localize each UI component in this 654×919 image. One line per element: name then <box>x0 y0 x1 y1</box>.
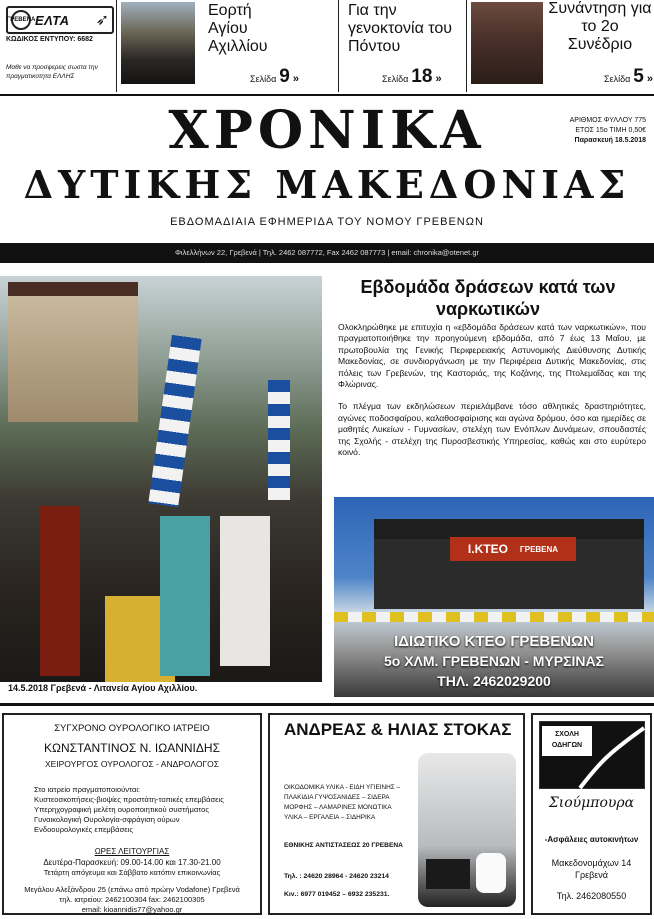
elta-logo <box>6 6 114 34</box>
arrow-icon: » <box>435 73 442 85</box>
rule <box>0 94 654 96</box>
ad2-address: ΕΘΝΙΚΗΣ ΑΝΤΙΣΤΑΣΕΩΣ 20 ΓΡΕΒΕΝΑ <box>284 842 403 849</box>
teaser-photo-meeting <box>471 2 543 84</box>
ad-stokas <box>268 713 525 915</box>
road-logo <box>539 721 645 789</box>
ad1-hours1: Δευτέρα-Παρασκευή: 09.00-14.00 και 17.30-21.00 <box>43 858 221 867</box>
ad2-title: ΑΝΔΡΕΑΣ & ΗΛΙΑΣ ΣΤΟΚΑΣ <box>284 720 512 739</box>
ad1-services: Στο ιατρείο πραγματοποιούνται: Κυστεοσκοπήσεις-βιοψίες προστάτη-τοπικές επεμβάσεις Υπερηχογραφική μελέτη ουροποιητικού συστήματος Γυναικολογική Ουρολογία-σφράγιση ούρων Ενδοουρολογικές επεμβάσεις <box>34 785 224 834</box>
issue-number: ΑΡΙΘΜΟΣ ΦΥΛΛΟΥ 775 <box>569 117 646 124</box>
toilet-shape <box>476 853 506 893</box>
masthead-subtitle: ΕΒΔΟΜΑΔΙΑΙΑ ΕΦΗΜΕΡΙΔΑ ΤΟΥ ΝΟΜΟΥ ΓΡΕΒΕΝΩΝ <box>170 216 484 228</box>
kteo-sign: Ι.ΚΤΕΟ ΓΡΕΒΕΝΑ <box>450 537 576 561</box>
elta-box <box>2 2 114 90</box>
photo-building <box>8 282 138 422</box>
issue-info <box>570 116 646 146</box>
school-script-name: Σιούμπουρα <box>548 795 635 811</box>
ad1-hours-title: ΩΡΕΣ ΛΕΙΤΟΥΡΓΙΑΣ <box>94 847 170 856</box>
masthead-line2: ΔΥΤΙΚΗΣ ΜΑΚΕΔΟΝΙΑΣ <box>23 162 631 207</box>
service-item: Γυναικολογική Ουρολογία-σφράγιση ούρων <box>34 815 180 824</box>
school-label-box: ΣΧΟΛΗ ΟΔΗΓΩΝ <box>542 726 592 756</box>
teaser-page-1[interactable]: Σελίδα 9 » <box>250 66 299 87</box>
photo-flag <box>268 380 290 500</box>
teaser-page-2[interactable]: Σελίδα 18 » <box>382 66 442 87</box>
ad1-address: Μεγάλου Αλεξάνδρου 25 (επάνω από πρώην Vodafone) Γρεβενά <box>24 885 240 894</box>
arrow-icon: » <box>292 73 299 85</box>
ad2-phone: Τηλ. : 24620 28964 - 24620 23214 <box>284 873 389 880</box>
postal-code: ΚΩΔΙΚΟΣ ΕΝΤΥΠΟΥ: 6682 <box>6 36 93 43</box>
service-item: Υπερηχογραφική μελέτη ουροποιητικού συστήματος <box>34 805 210 814</box>
kteo-line1: ΙΔΙΩΤΙΚΟ ΚΤΕΟ ΓΡΕΒΕΝΩΝ <box>394 633 594 650</box>
lead-paragraph: Ολοκληρώθηκε με επιτυχία η «εβδομάδα δράσεων κατά των ναρκωτικών», που πραγματοποιήθηκε την προηγούμενη εβδομάδα, από 7 έως 13 Μαΐου, με πρωτοβουλία της Γενικής Περιφερειακής Αστυνομικής Διεύθυνσης Δυτικής Μακεδονίας, σε συνδιοργάνωση με την Περιφέρεια Δυτικής Μακεδονίας, στις πόλεις των Γρεβενών, της Καστοριάς, της Κοζάνης, της Πτολεμαΐδας και της Φλώρινας. <box>338 322 646 390</box>
ad2-items: ΟΙΚΟΔΟΜΙΚΑ ΥΛΙΚΑ - ΕΙΔΗ ΥΓΙΕΙΝΗΣ – ΠΛΑΚΙΔΙΑ ΓΥΨΟΣΑΝΙΔΕΣ – ΣΙΔΕΡΑ ΜΟΡΦΗΣ – ΛΑΜΑΡΙΝΕΣ ΜΟΝΩΤΙΚΑ ΥΛΙΚΑ – ΕΡΓΑΛΕΙΑ – ΣΙΔΗΡΙΚΑ <box>284 784 401 821</box>
ad2-bathroom-photo <box>418 753 516 907</box>
ad2-mobile: Κιν.: 6977 019452 – 6932 235231. <box>284 891 390 898</box>
teaser-page-3[interactable]: Σελίδα 5 » <box>604 66 653 87</box>
photo-shirt <box>220 516 270 666</box>
ad1-hours2: Τετάρτη απόγευμα και Σάββατο κατόπιν επικοινωνίας <box>43 868 221 877</box>
ad-driving-school <box>531 713 652 915</box>
elta-name: ΕΛΤΑ <box>35 12 70 28</box>
kteo-line3: ΤΗΛ. 2462029200 <box>437 673 551 689</box>
ad-urologist <box>2 713 262 915</box>
teaser-title-2: Για την γενοκτονία του Πόντου <box>348 2 453 55</box>
road-icon <box>540 722 646 790</box>
kteo-roof <box>374 519 644 539</box>
lead-photo-procession <box>0 276 322 682</box>
ad1-role: ΧΕΙΡΟΥΡΓΟΣ ΟΥΡΟΛΟΓΟΣ - ΑΝΔΡΟΛΟΓΟΣ <box>44 759 220 769</box>
service-item: Κυστεοσκοπήσεις-βιοψίες προστάτη-τοπικές επεμβάσεις <box>34 795 224 804</box>
ad1-phone: τηλ. ιατρείου: 2462100304 fax: 2462100305 <box>59 895 205 904</box>
cabinet-shape <box>426 859 470 889</box>
teaser-title-1: Εορτή Αγίου Αχιλλίου <box>208 2 268 55</box>
ad1-head: ΣΥΓΧΡΟΝΟ ΟΥΡΟΛΟΓΙΚΟ ΙΑΤΡΕΙΟ <box>54 723 210 734</box>
ad1-email: email: kioannidis77@yahoo.gr <box>81 905 183 914</box>
divider <box>116 0 117 92</box>
lead-body <box>338 322 646 469</box>
ad3-slogan: -Ασφάλειες αυτοκινήτων <box>544 835 639 844</box>
arrow-icon: » <box>646 73 653 85</box>
lead-paragraph: Το πλέγμα των εκδηλώσεων περιελάμβανε τόσο αθλητικές δραστηριότητες, αγώνες ποδοσφαίρου, καλαθοσφαίρισης και αγώνα δρόμου, όσο και ημερίδες σε μαθητές Λυκείων - Γυμνασίων, στελέχη των Ενόπλων Δυνάμεων, σπουδαστές της Σχολής - στελέχη της Πυροσβεστικής Υπηρεσίας, καθώς και στο ευρύτερο κοινό. <box>338 401 646 458</box>
ad3-phone: Τηλ. 2462080550 <box>556 891 627 901</box>
teaser-title-3: Συνάντηση για το 2ο Συνέδριο <box>548 0 652 53</box>
issue-date: Παρασκευή 18.5.2018 <box>574 137 646 144</box>
photo-flag <box>148 335 201 508</box>
masthead-line1: ΧΡΟΝΙΚΑ <box>168 100 486 161</box>
lead-photo-caption: 14.5.2018 Γρεβενά - Λιτανεία Αγίου Αχιλλίου. <box>8 683 198 693</box>
grevena-seal: ΓΡΕΒΕΝΑ <box>11 10 31 30</box>
kteo-line2: 5ο ΧΛΜ. ΓΡΕΒΕΝΩΝ - ΜΥΡΣΙΝΑΣ <box>383 653 605 669</box>
issue-year-price: ΕΤΟΣ 15ο ΤΙΜΗ 0,50€ <box>575 127 646 134</box>
teaser-photo-feast <box>121 2 195 84</box>
elta-bird-icon: ➶ <box>95 12 109 29</box>
ad1-name: ΚΩΝΣΤΑΝΤΙΝΟΣ Ν. ΙΩΑΝΝΙΔΗΣ <box>44 741 220 755</box>
ad3-address: Μακεδονομάχων 14 Γρεβενά <box>551 858 632 880</box>
service-item: Ενδοουρολογικές επεμβάσεις <box>34 825 133 834</box>
kteo-curb <box>334 612 654 622</box>
divider <box>338 0 339 92</box>
elta-note: Μαθε να προσφερεις σωστα την πραγματικοτητα ΕΛΛΗΣ <box>6 64 98 80</box>
rule <box>0 703 654 706</box>
divider <box>466 0 467 92</box>
photo-robe <box>160 516 210 676</box>
contact-bar: Φιλελλήνων 22, Γρεβενά | Τηλ. 2462 087772, Fax 2462 087773 | email: chronika@otenet.gr <box>0 243 654 263</box>
lead-title: Εβδομάδα δράσεων κατά των ναρκωτικών <box>360 277 616 319</box>
kteo-ad <box>334 497 654 697</box>
photo-robe <box>40 506 80 676</box>
